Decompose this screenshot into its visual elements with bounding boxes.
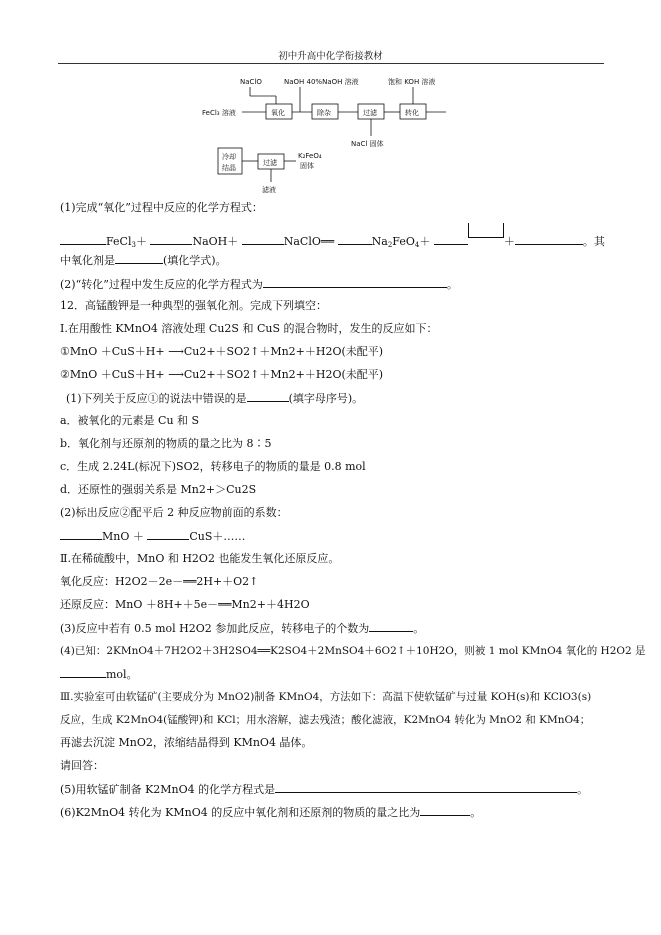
blank[interactable] [150,233,192,245]
blank[interactable] [60,233,106,245]
option-d: d．还原性的强弱关系是 Mn2+＞Cu2S [60,483,257,496]
answer-box[interactable] [468,223,504,238]
blank[interactable] [420,804,470,816]
q12-title: 12．高锰酸钾是一种典型的强氧化剂。完成下列填空： [60,299,327,312]
blank[interactable] [242,233,284,245]
q12-2-prompt: (2)标出反应②配平后 2 种反应物前面的系数： [60,506,288,519]
q1-prompt: (1)完成“氧化”过程中反应的化学方程式： [60,201,263,214]
option-b: b．氧化剂与还原剂的物质的量之比为 8∶5 [60,437,272,450]
header-rule [58,63,604,64]
q12-1-prompt: (1)下列关于反应①的说法中错误的是 (填字母序号)。 [66,392,364,405]
blank[interactable] [549,233,583,245]
blank[interactable] [515,233,549,245]
page-header: 初中升高中化学衔接教材 [278,51,383,62]
q12-4-line: (4)已知：2KMnO4＋7H2O2＋3H2SO4══K2SO4＋2MnSO4＋6O2↑＋10H2O，则被 1 mol KMnO4 氧化的 H2O2 是 [60,645,646,657]
eq1-line: FeCl$_3$＋ NaOH＋ NaClO══ $Na_2FeO_4+$ ＋ 。其 [60,230,605,253]
blank[interactable] [434,233,468,245]
answer-prompt: 请回答： [60,759,104,772]
eq1-tail: 。其 [582,235,605,248]
section-3-line1: Ⅲ.实验室可由软锰矿(主要成分为 MnO2)制备 KMnO4，方法如下：高温下使软锰矿与过量 KOH(s)和 KClO3(s) [60,691,592,703]
blank[interactable] [338,233,372,245]
process-flowchart [200,74,460,194]
flow-filtrate: 滤液 [262,186,276,194]
q12-6-line: (6)K2MnO4 转化为 KMnO4 的反应中氧化剂和还原剂的物质的量之比为 。 [60,806,482,819]
blank[interactable] [275,781,577,793]
section-3-line2: 反应，生成 K2MnO4(锰酸钾)和 KCl；用水溶解，滤去残渣；酸化滤液，K2MnO4 转化为 MnO2 和 KMnO4； [60,714,591,726]
svg-text:转化: 转化 [405,109,419,117]
reduction-half: 还原反应：MnO ＋8H+＋5e－══Mn2+＋4H2O [60,598,310,611]
flow-byproduct: NaCl 固体 [351,140,384,148]
flow-input-koh: 饱和 KOH 溶液 [388,78,436,86]
oxidation-half: 氧化反应：H2O2－2e－══2H+＋O2↑ [60,575,259,588]
blank[interactable] [60,666,106,678]
blank[interactable] [369,620,413,632]
svg-text:冷却: 冷却 [222,153,236,161]
flow-start: FeCl₃ 溶液 [202,109,236,117]
svg-text:结晶: 结晶 [222,164,236,172]
svg-text:过滤: 过滤 [263,159,277,167]
eq1-oxidant-line: 中氧化剂是 (填化学式)。 [60,254,227,267]
svg-text:除杂: 除杂 [317,109,331,117]
svg-text:过滤: 过滤 [363,109,377,117]
svg-text:氧化: 氧化 [271,109,285,117]
reaction-1: ①MnO ＋CuS＋H+ ⟶Cu2+＋SO2↑＋Mn2+＋H2O(未配平) [60,345,384,358]
blank[interactable] [263,276,447,288]
section-3-line3: 再滤去沉淀 MnO2，浓缩结晶得到 KMnO4 晶体。 [60,736,313,749]
reaction-2: ②MnO ＋CuS＋H+ ⟶Cu2+＋SO2↑＋Mn2+＋H2O(未配平) [60,368,384,381]
svg-text:固体: 固体 [300,162,314,170]
blank[interactable] [247,390,289,402]
blank[interactable] [115,252,163,264]
option-a: a．被氧化的元素是 Cu 和 S [60,414,200,427]
section-1-intro: Ⅰ.在用酸性 KMnO4 溶液处理 Cu2S 和 CuS 的混合物时，发生的反应如下： [60,322,438,335]
section-2-intro: Ⅱ.在稀硫酸中，MnO 和 H2O2 也能发生氧化还原反应。 [60,552,340,565]
q12-5-line: (5)用软锰矿制备 K2MnO4 的化学方程式是 。 [60,783,589,796]
flow-product: K₂FeO₄ [298,152,322,160]
blank[interactable] [147,528,189,540]
q12-4-tail: mol。 [60,666,138,683]
q12-3-line: (3)反应中若有 0.5 mol H2O2 参加此反应，转移电子的个数为 。 [60,622,425,635]
flow-input-naclo: NaClO [240,78,262,86]
flow-input-naoh: NaOH 40%NaOH 溶液 [284,78,359,86]
q2-line: (2)“转化”过程中发生反应的化学方程式为 。 [60,278,458,291]
option-c: c．生成 2.24L(标况下)SO2，转移电子的物质的量是 0.8 mol [60,460,366,473]
q12-2-coef: MnO ＋ CuS＋…… [60,528,245,545]
blank[interactable] [60,528,102,540]
